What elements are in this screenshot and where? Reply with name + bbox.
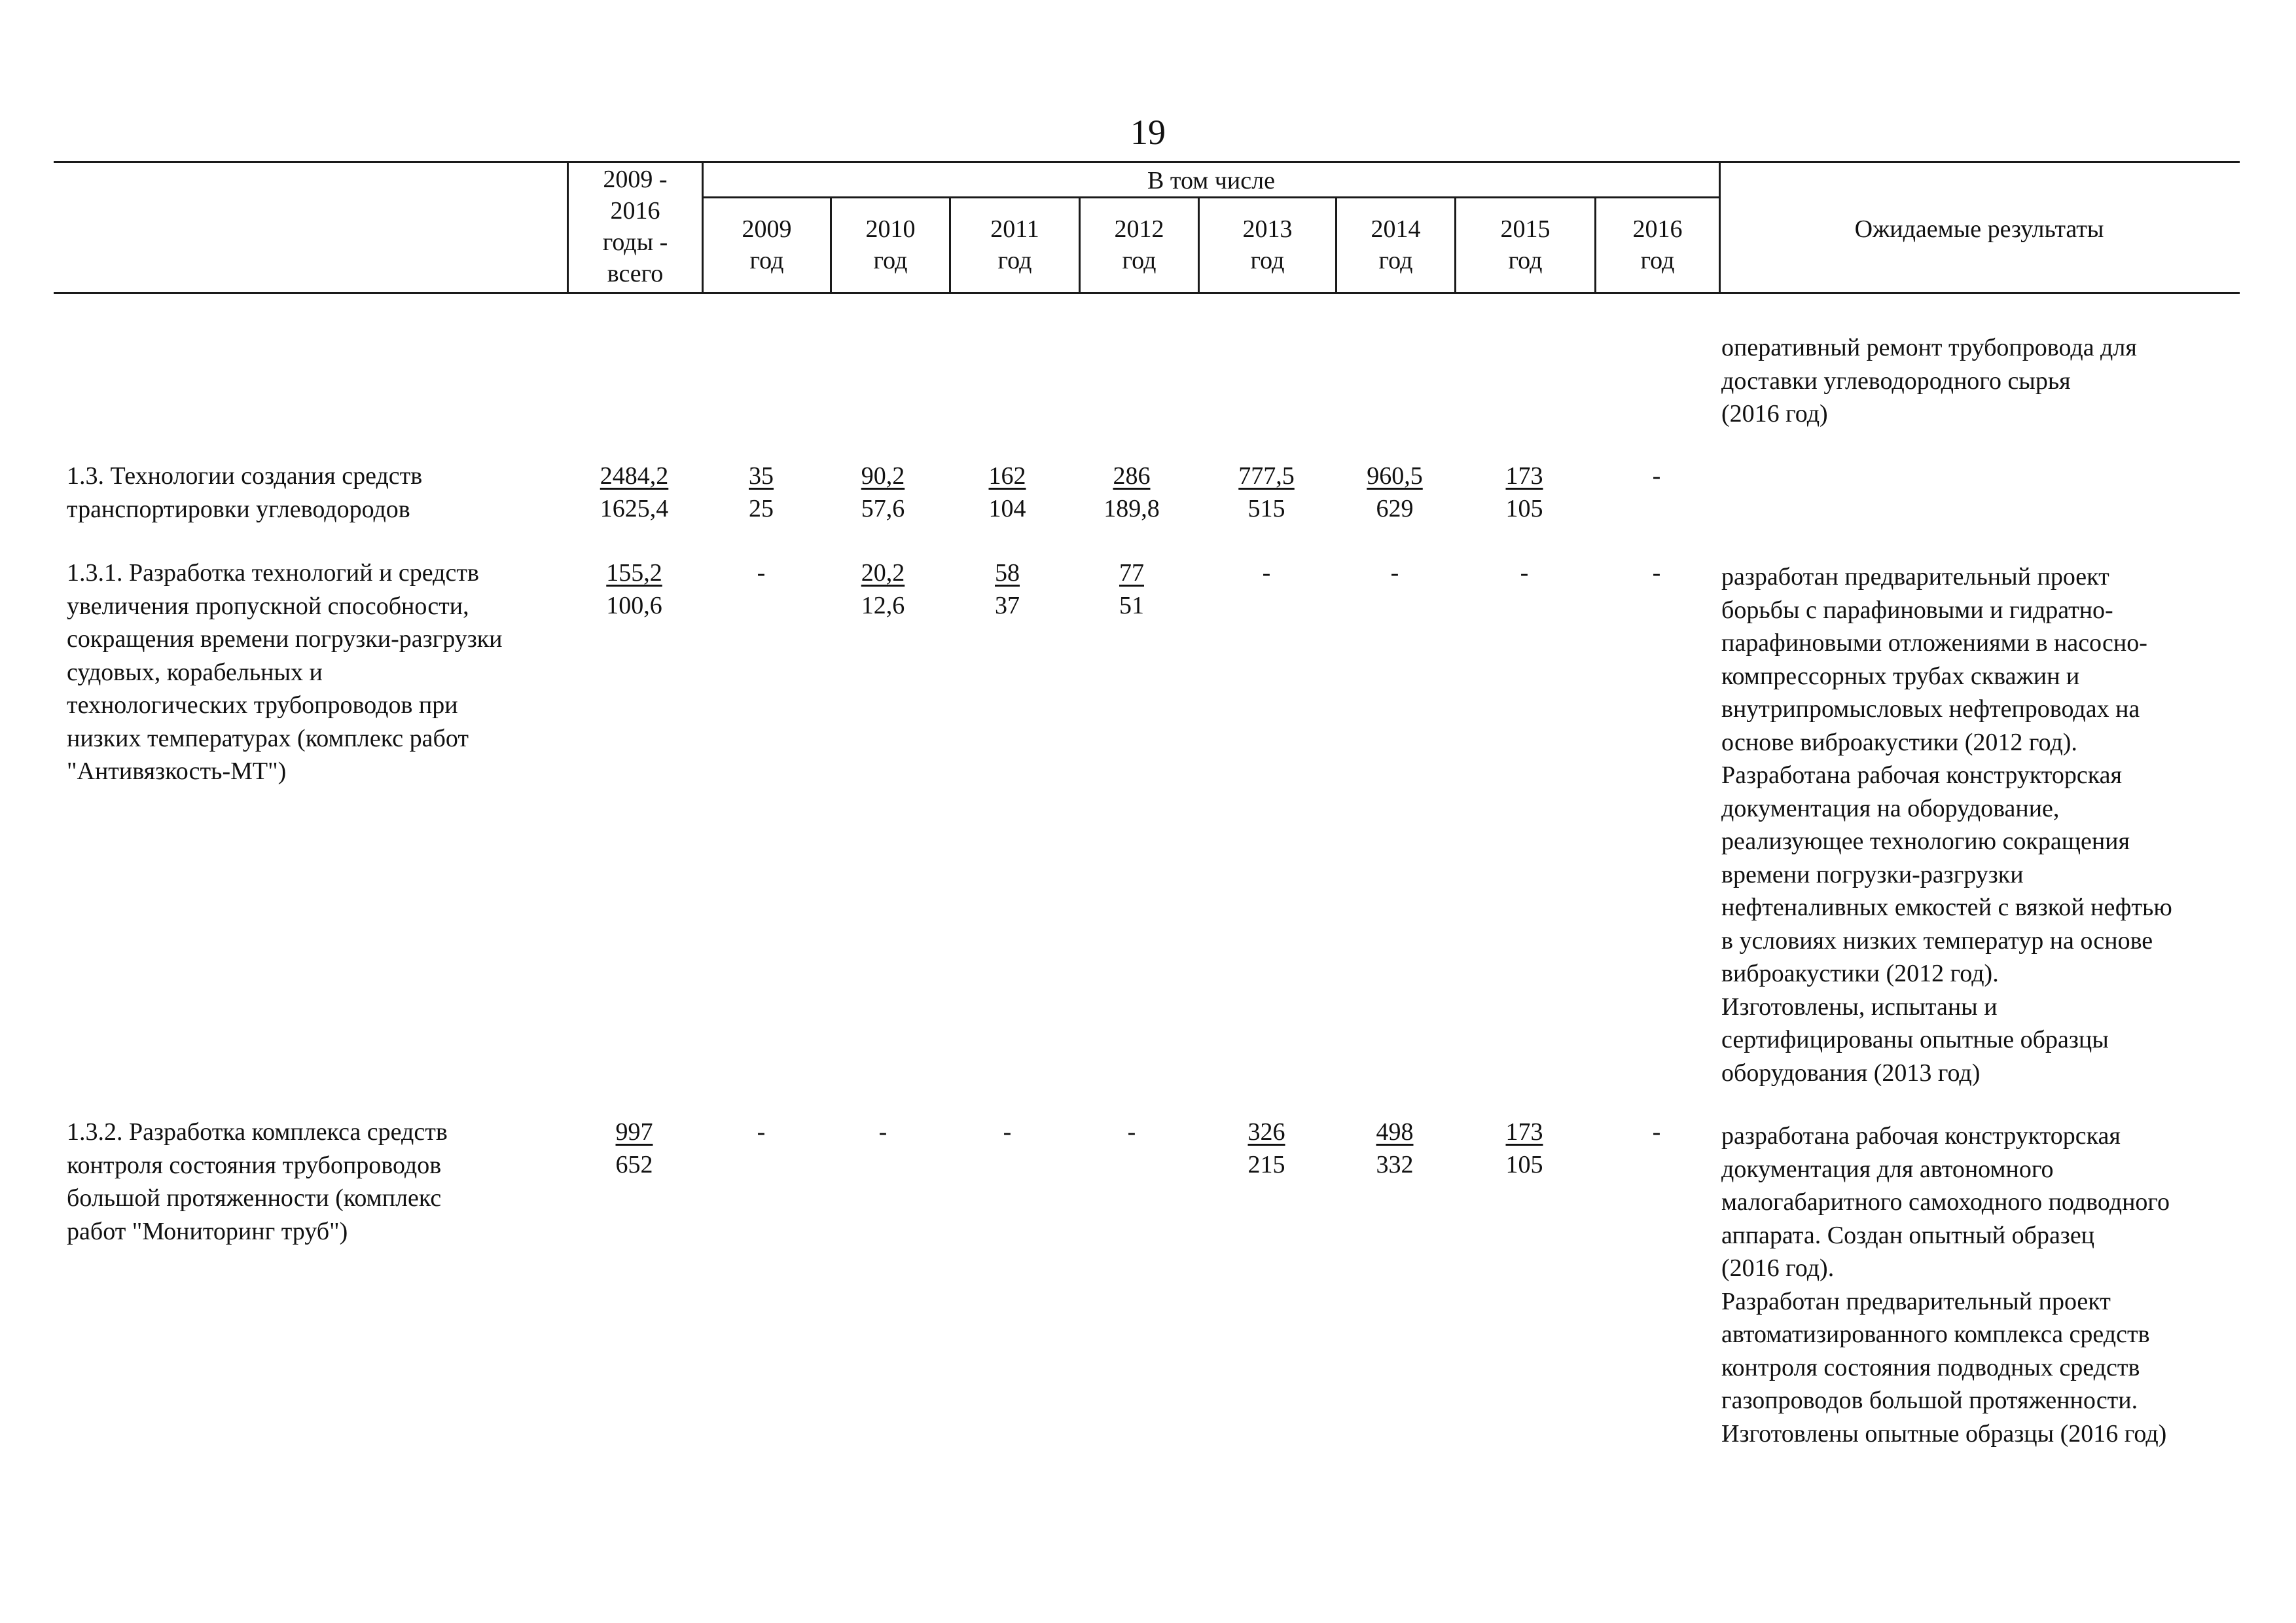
row-1-3-1-2009 (712, 556, 810, 589)
result-line: Разработан предварительный проект (1721, 1287, 2111, 1315)
row-1-3-2014 (1346, 460, 1444, 525)
header-year-unit: год (1508, 247, 1543, 274)
result-line: (2016 год). (1721, 1254, 1835, 1282)
row-1-3-2013 (1217, 460, 1316, 525)
header-year-2012 (1081, 213, 1198, 276)
label-line: 1.3. Технологии создания средств (67, 462, 423, 490)
row-label-1-3-2 (67, 1116, 564, 1248)
result-line: оборудования (2013 год) (1721, 1059, 1981, 1087)
value-dash: - (757, 559, 766, 587)
row-1-3-2-2009 (712, 1116, 810, 1148)
label-line: судовых, корабельных и (67, 658, 323, 686)
row-1-3-2015 (1475, 460, 1573, 525)
result-line: виброакустики (2012 год). (1721, 960, 1999, 987)
header-year-unit: год (749, 247, 784, 274)
result-line: разработана рабочая конструкторская (1721, 1122, 2121, 1150)
header-total-line: 2009 - (603, 166, 668, 193)
value-top: 155,2 (606, 559, 662, 587)
result-line: (2016 год) (1721, 400, 1828, 428)
label-line: увеличения пропускной способности, (67, 592, 469, 620)
header-year: 2014 (1371, 215, 1421, 243)
page-number: 19 (1130, 113, 1166, 152)
value-bottom: 37 (995, 592, 1020, 619)
header-year-unit: год (873, 247, 908, 274)
value-bottom: 105 (1505, 495, 1543, 522)
value-bottom: 189,8 (1103, 495, 1160, 522)
header-total (569, 164, 702, 289)
result-line: основе виброакустики (2012 год). (1721, 728, 2077, 756)
value-top: 2484,2 (600, 462, 669, 490)
label-line: транспортировки углеводородов (67, 495, 410, 523)
header-year-unit: год (1378, 247, 1413, 274)
header-year-unit: год (997, 247, 1032, 274)
header-year-2013 (1200, 213, 1335, 276)
value-top: 326 (1247, 1118, 1285, 1146)
row-1-3-1-2010 (834, 556, 932, 622)
row-1-3-2-2011 (958, 1116, 1056, 1148)
header-year: 2013 (1242, 215, 1293, 243)
header-year-2010 (832, 213, 949, 276)
result-line: разработан предварительный проект (1721, 563, 2109, 591)
row-1-3-2-result (1721, 1120, 2258, 1450)
header-year: 2010 (865, 215, 916, 243)
row-1-3-2009 (712, 460, 810, 525)
row-1-3-2-2012 (1083, 1116, 1181, 1148)
value-top: 997 (615, 1118, 653, 1146)
result-line: документация для автономного (1721, 1155, 2054, 1183)
label-line: низких температурах (комплекс работ (67, 724, 469, 752)
year-group-rule (702, 196, 1719, 198)
result-line: Изготовлены опытные образцы (2016 год) (1721, 1419, 2167, 1448)
row-1-3-2-2014 (1346, 1116, 1444, 1181)
header-year: 2016 (1632, 215, 1683, 243)
value-dash: - (1520, 559, 1529, 587)
header-year: 2012 (1114, 215, 1164, 243)
row-1-3-2011 (958, 460, 1056, 525)
value-dash: - (1652, 559, 1661, 587)
value-bottom: 25 (749, 495, 774, 522)
value-top: 20,2 (861, 559, 905, 587)
result-line: малогабаритного самоходного подводного (1721, 1188, 2170, 1216)
header-year-2016 (1596, 213, 1719, 276)
value-bottom: 12,6 (861, 592, 905, 619)
result-line: в условиях низких температур на основе (1721, 926, 2153, 955)
label-line: 1.3.1. Разработка технологий и средств (67, 559, 479, 587)
result-line: времени погрузки-разгрузки (1721, 860, 2024, 888)
value-dash: - (1262, 559, 1271, 587)
row-1-3-2012 (1083, 460, 1181, 525)
header-total-line: 2016 (610, 197, 660, 225)
header-total-line: годы - (602, 228, 668, 256)
header-total-line: всего (607, 260, 664, 287)
header-in-that-number: В том числе (1147, 167, 1275, 194)
label-line: контроля состояния трубопроводов (67, 1151, 442, 1179)
result-line: нефтеналивных емкостей с вязкой нефтью (1721, 894, 2172, 921)
result-line: газопроводов большой протяженности. (1721, 1387, 2138, 1414)
row-1-3-1-2015 (1475, 556, 1573, 589)
label-line: работ "Мониторинг труб") (67, 1217, 348, 1245)
row-1-3-1-2011 (958, 556, 1056, 622)
label-line: 1.3.2. Разработка комплекса средств (67, 1118, 448, 1146)
label-line: "Антивязкость-МТ") (67, 757, 287, 785)
result-line: доставки углеводородного сырья (1721, 367, 2071, 395)
row-1-3-2-2016 (1607, 1116, 1706, 1148)
header-year-unit: год (1250, 247, 1285, 274)
value-dash: - (757, 1118, 766, 1146)
value-dash: - (1652, 1118, 1661, 1146)
value-dash: - (1127, 1118, 1136, 1146)
value-bottom: 57,6 (861, 495, 905, 522)
result-line: аппарата. Создан опытный образец (1721, 1221, 2095, 1249)
result-line: борьбы с парафиновыми и гидратно- (1721, 596, 2113, 624)
row-label-1-3 (67, 460, 564, 526)
value-top: 90,2 (861, 462, 905, 490)
row-1-3-1-2014 (1346, 556, 1444, 589)
result-line: оперативный ремонт трубопровода для (1721, 334, 2137, 361)
result-line: реализующее технологию сокращения (1721, 828, 2130, 855)
row-1-3-2-2013 (1217, 1116, 1316, 1181)
row-1-3-1-2013 (1217, 556, 1316, 589)
header-bottom-rule (54, 292, 2240, 294)
row-1-3-total (585, 460, 683, 525)
value-dash: - (878, 1118, 888, 1146)
value-bottom: 104 (988, 495, 1026, 522)
value-top: 286 (1113, 462, 1151, 490)
value-bottom: 515 (1247, 495, 1285, 522)
result-line: Разработана рабочая конструкторская (1721, 761, 2122, 789)
row-1-3-2016 (1607, 460, 1706, 492)
row-label-1-3-1 (67, 556, 564, 788)
value-top: 173 (1505, 462, 1543, 490)
value-top: 777,5 (1238, 462, 1295, 490)
result-line: автоматизированного комплекса средств (1721, 1321, 2150, 1348)
carryover-result (1721, 331, 2258, 431)
header-top-rule (54, 161, 2240, 163)
label-line: технологических трубопроводов при (67, 691, 458, 719)
header-year: 2009 (742, 215, 792, 243)
header-year-2015 (1456, 213, 1594, 276)
row-1-3-1-result (1721, 560, 2258, 1089)
label-line: сокращения времени погрузки-разгрузки (67, 625, 503, 653)
value-bottom: 215 (1247, 1151, 1285, 1178)
value-bottom: 100,6 (606, 592, 662, 619)
value-bottom: 105 (1505, 1151, 1543, 1178)
row-1-3-2-2015 (1475, 1116, 1573, 1181)
result-line: компрессорных трубах скважин и (1721, 662, 2080, 690)
row-1-3-1-2016 (1607, 556, 1706, 589)
value-top: 173 (1505, 1118, 1543, 1146)
value-top: 35 (749, 462, 774, 490)
value-dash: - (1652, 462, 1661, 490)
value-dash: - (1390, 559, 1399, 587)
header-year-2009 (704, 213, 830, 276)
result-line: контроля состояния подводных средств (1721, 1353, 2140, 1381)
result-line: документация на оборудование, (1721, 794, 2060, 822)
row-1-3-1-total (585, 556, 683, 622)
value-top: 77 (1119, 559, 1144, 587)
value-dash: - (1003, 1118, 1012, 1146)
result-line: Изготовлены, испытаны и (1721, 993, 1998, 1021)
row-1-3-1-2012 (1083, 556, 1181, 622)
result-line: сертифицированы опытные образцы (1721, 1026, 2109, 1053)
value-bottom: 652 (615, 1151, 653, 1178)
header-results: Ожидаемые результаты (1854, 215, 2104, 243)
value-bottom: 629 (1376, 495, 1414, 522)
value-bottom: 332 (1376, 1151, 1414, 1178)
header-year-2014 (1337, 213, 1454, 276)
value-bottom: 51 (1119, 592, 1144, 619)
header-year-unit: год (1640, 247, 1675, 274)
row-1-3-2-2010 (834, 1116, 932, 1148)
row-1-3-2010 (834, 460, 932, 525)
header-year-2011 (951, 213, 1079, 276)
value-top: 58 (995, 559, 1020, 587)
header-year-unit: год (1122, 247, 1157, 274)
value-bottom: 1625,4 (600, 495, 669, 522)
value-top: 498 (1376, 1118, 1414, 1146)
header-year: 2011 (990, 215, 1039, 243)
header-year: 2015 (1500, 215, 1551, 243)
value-top: 960,5 (1367, 462, 1423, 490)
result-line: парафиновыми отложениями в насосно- (1721, 629, 2147, 657)
row-1-3-2-total (585, 1116, 683, 1181)
label-line: большой протяженности (комплекс (67, 1184, 442, 1212)
result-line: внутрипромысловых нефтепроводах на (1721, 695, 2140, 723)
value-top: 162 (988, 462, 1026, 490)
